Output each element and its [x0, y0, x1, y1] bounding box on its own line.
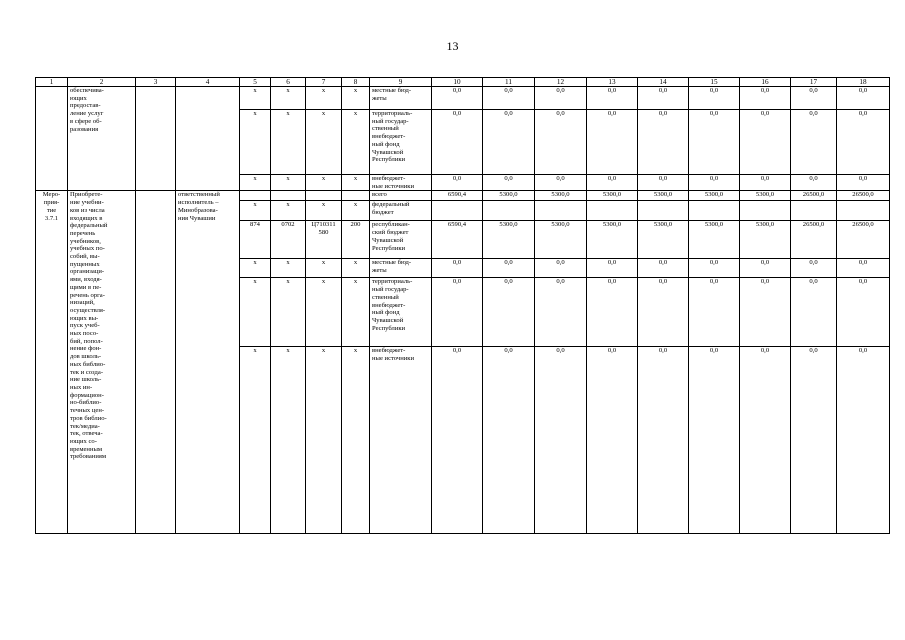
column-number-header: 3	[136, 78, 176, 87]
year-value: 0,0	[689, 347, 740, 534]
year-value: 0,0	[535, 87, 587, 110]
year-value: 0,0	[689, 87, 740, 110]
funding-source: федеральный бюджет	[370, 201, 432, 221]
year-value: 0,0	[837, 175, 890, 191]
column-number-header: 1	[36, 78, 68, 87]
year-value: 0,0	[638, 347, 689, 534]
code-grbs: x	[240, 175, 271, 191]
funding-source: внебюджет- ные источники	[370, 347, 432, 534]
year-value: 0,0	[535, 347, 587, 534]
year-value: 0,0	[587, 347, 638, 534]
code-target-article: x	[306, 87, 342, 110]
code-section: x	[271, 347, 306, 534]
year-value: 5300,0	[483, 221, 535, 259]
code-grbs: x	[240, 87, 271, 110]
year-value	[689, 201, 740, 221]
code-expense-group: x	[342, 87, 370, 110]
funding-source: внебюджет- ные источники	[370, 175, 432, 191]
funding-source: местные бюд- жеты	[370, 87, 432, 110]
year-value: 0,0	[689, 175, 740, 191]
year-value	[587, 201, 638, 221]
code-grbs: x	[240, 347, 271, 534]
measure-description: Приобрете- ние учебни- ков из числа входящих в федеральный перечень учебников, учебных по- собий, вы- пущенных организаци- ями, входя- щими в пе- речень орга- низаций, осуществля- ющих вы- пуск учеб- ных посо- бий, попол- нение фон- дов школь- ных библио- тек и созда- ние школь- ных ин- формацион- но-библио- течных цен- тров библио- тек/медиа- тек, отвеча- ющих со- временным требованиям	[68, 191, 136, 534]
funding-source: территориаль- ный государ- ственный внебюджет- ный фонд Чувашской Республики	[370, 110, 432, 175]
year-value: 0,0	[483, 347, 535, 534]
measure-number	[36, 87, 68, 191]
code-target-article	[306, 191, 342, 201]
code-target-article: x	[306, 201, 342, 221]
code-expense-group	[342, 191, 370, 201]
code-expense-group: x	[342, 110, 370, 175]
year-value	[740, 201, 791, 221]
year-value	[483, 201, 535, 221]
code-expense-group: 200	[342, 221, 370, 259]
code-grbs: x	[240, 259, 271, 278]
year-value: 5300,0	[535, 221, 587, 259]
year-value: 26500,0	[791, 191, 837, 201]
code-grbs: x	[240, 110, 271, 175]
column-number-header: 11	[483, 78, 535, 87]
year-value	[837, 201, 890, 221]
budget-table	[35, 77, 890, 534]
year-value: 5300,0	[638, 191, 689, 201]
year-value: 0,0	[638, 87, 689, 110]
year-value: 0,0	[791, 175, 837, 191]
code-section	[271, 191, 306, 201]
column-number-header: 5	[240, 78, 271, 87]
code-section: x	[271, 87, 306, 110]
target-indicator	[136, 191, 176, 534]
year-value: 26500,0	[837, 221, 890, 259]
year-value: 0,0	[432, 278, 483, 347]
funding-source: местные бюд- жеты	[370, 259, 432, 278]
year-value: 0,0	[740, 259, 791, 278]
year-value: 0,0	[535, 278, 587, 347]
year-value: 0,0	[837, 87, 890, 110]
year-value: 5300,0	[689, 191, 740, 201]
year-value: 0,0	[483, 175, 535, 191]
year-value: 0,0	[791, 347, 837, 534]
year-value: 0,0	[791, 259, 837, 278]
year-value: 0,0	[638, 259, 689, 278]
year-value: 5300,0	[740, 191, 791, 201]
year-value: 0,0	[740, 347, 791, 534]
code-section: x	[271, 110, 306, 175]
column-number-header: 7	[306, 78, 342, 87]
year-value	[791, 201, 837, 221]
code-target-article: x	[306, 278, 342, 347]
code-section: x	[271, 259, 306, 278]
year-value: 5300,0	[587, 191, 638, 201]
code-grbs: 874	[240, 221, 271, 259]
year-value: 5300,0	[587, 221, 638, 259]
year-value: 0,0	[837, 110, 890, 175]
code-section: 0702	[271, 221, 306, 259]
funding-source: республикан- ский бюджет Чувашской Республики	[370, 221, 432, 259]
year-value: 26500,0	[837, 191, 890, 201]
year-value: 0,0	[587, 110, 638, 175]
code-section: x	[271, 175, 306, 191]
year-value: 0,0	[483, 278, 535, 347]
code-grbs: x	[240, 201, 271, 221]
column-number-header: 17	[791, 78, 837, 87]
year-value: 0,0	[837, 278, 890, 347]
column-number-header: 12	[535, 78, 587, 87]
year-value: 0,0	[432, 259, 483, 278]
code-expense-group: x	[342, 347, 370, 534]
code-expense-group: x	[342, 259, 370, 278]
code-target-article: x	[306, 347, 342, 534]
responsible-executor: ответственный исполнитель – Минобразова- ния Чувашии	[176, 191, 240, 534]
year-value: 0,0	[638, 175, 689, 191]
year-value: 0,0	[791, 110, 837, 175]
year-value: 6590,4	[432, 221, 483, 259]
code-target-article: x	[306, 175, 342, 191]
year-value: 5300,0	[638, 221, 689, 259]
year-value: 0,0	[587, 175, 638, 191]
funding-source: всего	[370, 191, 432, 201]
column-number-header: 15	[689, 78, 740, 87]
page-number: 13	[446, 39, 459, 53]
column-number-header: 13	[587, 78, 638, 87]
year-value	[638, 201, 689, 221]
year-value: 0,0	[535, 175, 587, 191]
code-expense-group: x	[342, 175, 370, 191]
year-value: 0,0	[638, 278, 689, 347]
measure-description: обеспечива- ющих предостав- ление услуг в сфере об- разования	[68, 87, 136, 191]
year-value: 0,0	[740, 110, 791, 175]
year-value: 0,0	[791, 87, 837, 110]
year-value	[535, 201, 587, 221]
code-grbs	[240, 191, 271, 201]
column-number-header: 14	[638, 78, 689, 87]
year-value: 5300,0	[483, 191, 535, 201]
year-value: 0,0	[535, 259, 587, 278]
table-row	[36, 191, 890, 201]
column-number-header: 16	[740, 78, 791, 87]
year-value: 0,0	[587, 87, 638, 110]
year-value: 0,0	[483, 259, 535, 278]
code-expense-group: x	[342, 201, 370, 221]
code-grbs: x	[240, 278, 271, 347]
year-value: 0,0	[535, 110, 587, 175]
measure-number: Меро- прия- тие 3.7.1	[36, 191, 68, 534]
year-value: 0,0	[689, 110, 740, 175]
year-value: 0,0	[689, 259, 740, 278]
target-indicator	[136, 87, 176, 191]
year-value: 26500,0	[791, 221, 837, 259]
year-value: 0,0	[638, 110, 689, 175]
column-number-header: 4	[176, 78, 240, 87]
year-value: 0,0	[740, 278, 791, 347]
year-value: 0,0	[791, 278, 837, 347]
column-number-header: 10	[432, 78, 483, 87]
year-value: 0,0	[689, 278, 740, 347]
code-target-article: Ц710311 580	[306, 221, 342, 259]
year-value: 6590,4	[432, 191, 483, 201]
code-section: x	[271, 201, 306, 221]
year-value: 5300,0	[535, 191, 587, 201]
year-value: 0,0	[587, 259, 638, 278]
year-value: 0,0	[483, 110, 535, 175]
year-value: 0,0	[432, 347, 483, 534]
code-section: x	[271, 278, 306, 347]
header-row	[36, 78, 890, 87]
year-value: 0,0	[587, 278, 638, 347]
responsible-executor	[176, 87, 240, 191]
code-target-article: x	[306, 110, 342, 175]
year-value: 0,0	[837, 259, 890, 278]
year-value: 5300,0	[740, 221, 791, 259]
table-row	[36, 87, 890, 110]
code-expense-group: x	[342, 278, 370, 347]
code-target-article: x	[306, 259, 342, 278]
column-number-header: 9	[370, 78, 432, 87]
year-value: 0,0	[432, 87, 483, 110]
funding-source: территориаль- ный государ- ственный внебюджет- ный фонд Чувашской Республики	[370, 278, 432, 347]
year-value: 0,0	[740, 175, 791, 191]
column-number-header: 8	[342, 78, 370, 87]
year-value: 0,0	[837, 347, 890, 534]
column-number-header: 2	[68, 78, 136, 87]
year-value: 0,0	[432, 175, 483, 191]
year-value	[432, 201, 483, 221]
year-value: 5300,0	[689, 221, 740, 259]
year-value: 0,0	[483, 87, 535, 110]
year-value: 0,0	[740, 87, 791, 110]
column-number-header: 6	[271, 78, 306, 87]
year-value: 0,0	[432, 110, 483, 175]
column-number-header: 18	[837, 78, 890, 87]
